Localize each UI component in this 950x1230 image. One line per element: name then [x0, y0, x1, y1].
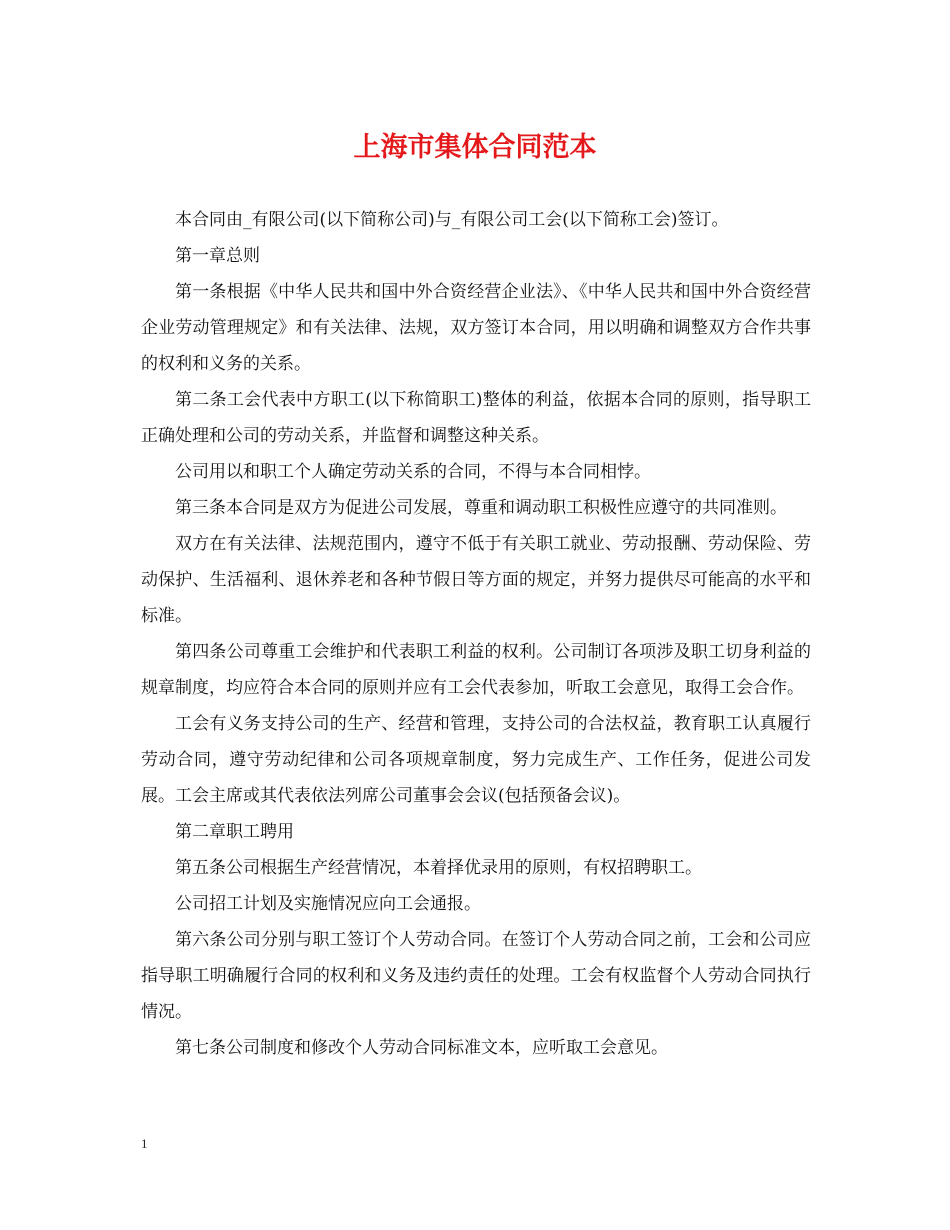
- paragraph: 双方在有关法律、法规范围内，遵守不低于有关职工就业、劳动报酬、劳动保险、劳动保护、生活福利、退休养老和各种节假日等方面的规定，并努力提供尽可能高的水平和标准。: [141, 534, 811, 626]
- chapter-heading: 第二章职工聘用: [175, 822, 294, 842]
- paragraph-article-5: 第五条公司根据生产经营情况，本着择优录用的原则，有权招聘职工。: [175, 858, 702, 878]
- paragraph-intro: 本合同由_有限公司(以下简称公司)与_有限公司工会(以下简称工会)签订。: [175, 210, 729, 230]
- chapter-heading: 第一章总则: [175, 246, 260, 266]
- paragraph: 工会有义务支持公司的生产、经营和管理，支持公司的合法权益，教育职工认真履行劳动合同，遵守劳动纪律和公司各项规章制度，努力完成生产、工作任务，促进公司发展。工会主席或其代表依法列席公司董事会会议(包括预备会议)。: [141, 714, 811, 806]
- document-body: [141, 202, 811, 1066]
- paragraph-article-1: 第一条根据《中华人民共和国中外合资经营企业法》、《中华人民共和国中外合资经营企业劳动管理规定》和有关法律、法规，双方签订本合同，用以明确和调整双方合作共事的权利和义务的关系。: [141, 282, 811, 374]
- paragraph-article-3: 第三条本合同是双方为促进公司发展，尊重和调动职工积极性应遵守的共同准则。: [175, 498, 787, 518]
- paragraph: 公司招工计划及实施情况应向工会通报。: [175, 894, 481, 914]
- paragraph-article-2: 第二条工会代表中方职工(以下称简职工)整体的利益，依据本合同的原则，指导职工正确处理和公司的劳动关系，并监督和调整这种关系。: [141, 390, 811, 446]
- paragraph-article-4: 第四条公司尊重工会维护和代表职工利益的权利。公司制订各项涉及职工切身利益的规章制度，均应符合本合同的原则并应有工会代表参加，听取工会意见，取得工会合作。: [141, 642, 811, 698]
- paragraph-article-6: 第六条公司分别与职工签订个人劳动合同。在签订个人劳动合同之前，工会和公司应指导职工明确履行合同的权利和义务及违约责任的处理。工会有权监督个人劳动合同执行情况。: [141, 930, 811, 1022]
- paragraph: 公司用以和职工个人确定劳动关系的合同，不得与本合同相悖。: [175, 462, 651, 482]
- document-title: 上海市集体合同范本: [353, 132, 597, 163]
- page-number: 1: [141, 1136, 148, 1151]
- paragraph-article-7: 第七条公司制度和修改个人劳动合同标准文本，应听取工会意见。: [175, 1038, 668, 1058]
